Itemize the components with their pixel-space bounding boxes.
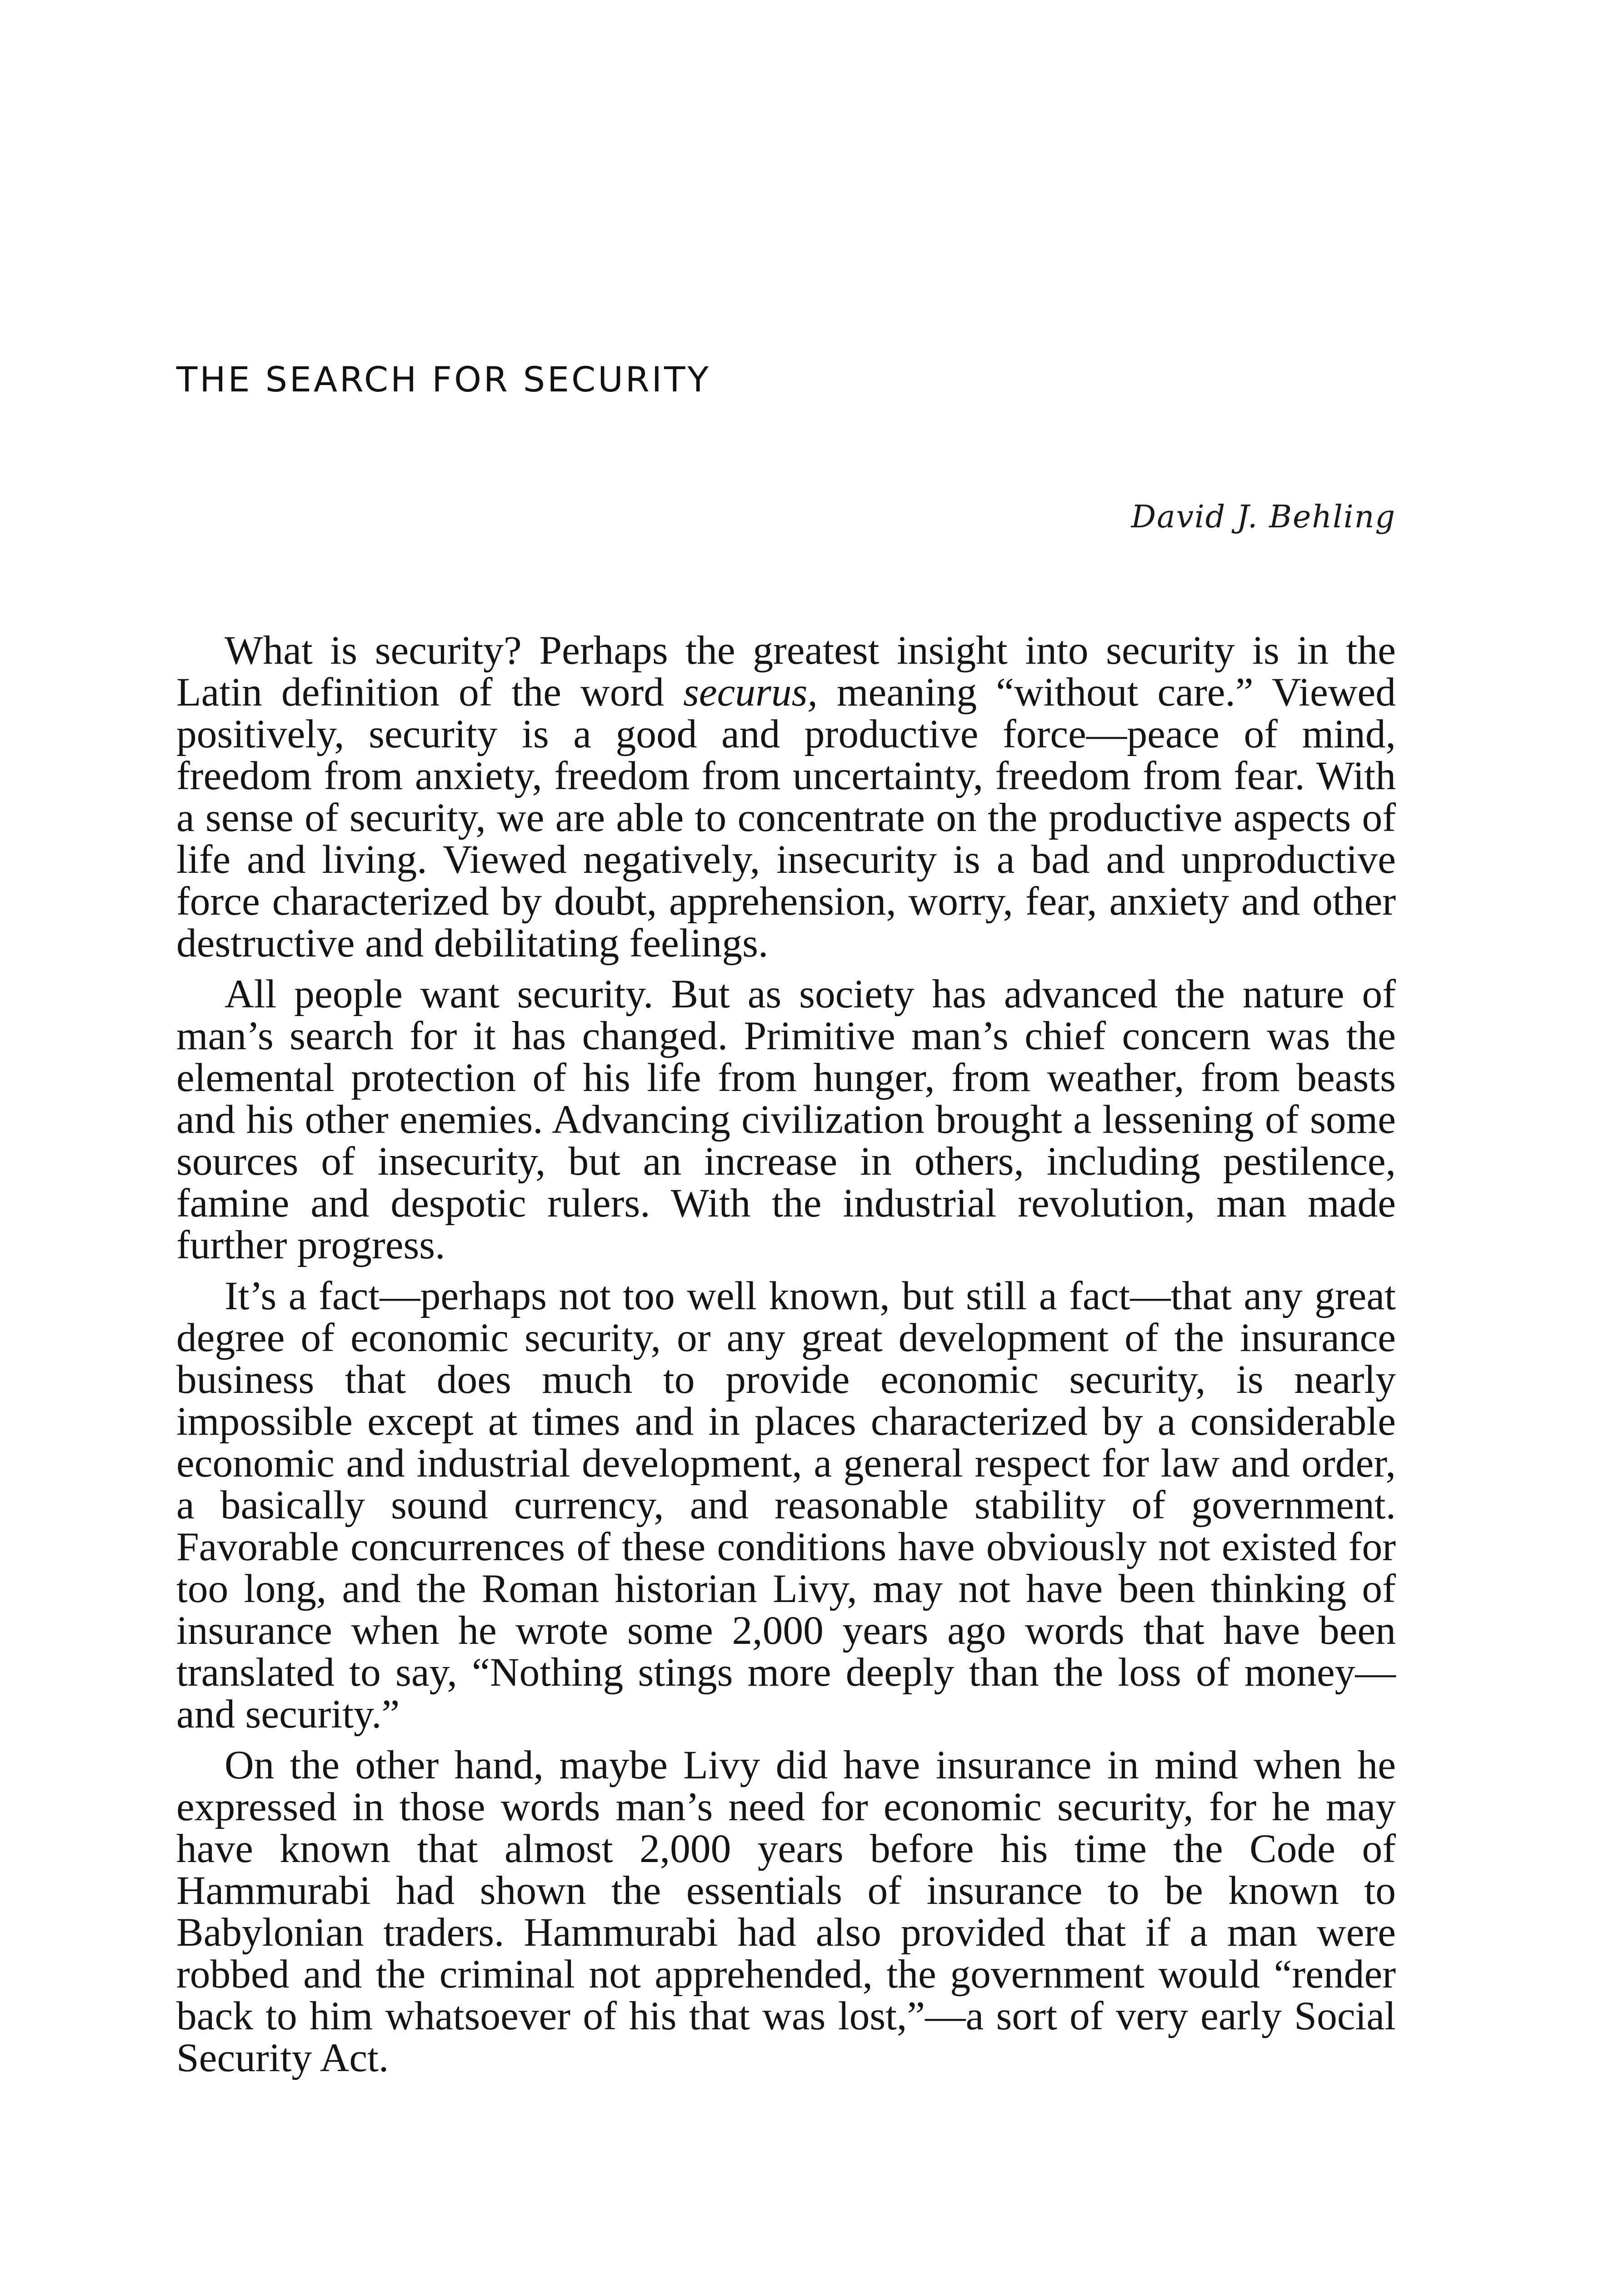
paragraph-1 [176, 630, 1396, 964]
latin-term-securus: securus, [683, 670, 818, 715]
paragraph-1-text-end: meaning “without care.” Viewed positively, security is a good and productive force—peace of mind, freedom from anxiety, freedom from uncertainty, freedom from fear. With a sense of security, we are able to concentrate on the productive aspects of life and living. Viewed negatively, insecurity is a bad and unproductive force characterized by doubt, apprehension, worry, fear, anxiety and other destructive and debilitating feelings. [176, 670, 1396, 966]
paragraph-4: On the other hand, maybe Livy did have insurance in mind when he expressed in those words man’s need for economic security, for he may have known that almost 2,000 years before his time the Code of Hammurabi had shown the essentials of insurance to be known to Babylonian traders. Hammurabi had also provided that if a man were robbed and the criminal not apprehended, the government would “render back to him whatsoever of his that was lost,”—a sort of very early Social Security Act. [176, 1742, 1396, 2080]
paragraph-3: It’s a fact—perhaps not too well known, but still a fact—that any great degree of economic security, or any great development of the insurance business that does much to provide economic security, is nearly impossible except at times and in places characterized by a considerable economic and industrial development, a general respect for law and order, a basically sound currency, and reasonable stability of government. Favorable concurrences of these conditions have obviously not existed for too long, and the Roman historian Livy, may not have been thinking of insurance when he wrote some 2,000 years ago words that have been translated to say, “Nothing stings more deeply than the loss of money—and security.” [176, 1273, 1396, 1737]
author-byline: David J. Behling [1131, 499, 1396, 535]
paragraph-2: All people want security. But as society has advanced the nature of man’s search for it has changed. Primitive man’s chief concern was the elemental protection of his life from hunger, from weather, from beasts and his other enemies. Advancing civilization brought a lessening of some sources of insecurity, but an increase in others, including pestilence, famine and despotic rulers. With the industrial revolution, man made further progress. [176, 971, 1396, 1267]
paragraph-1-text-start: What is security? Perhaps the greatest insight into security is in the Latin definition of the word [176, 628, 1396, 715]
article-body [176, 630, 1396, 2088]
article-title: THE SEARCH FOR SECURITY [176, 359, 711, 400]
